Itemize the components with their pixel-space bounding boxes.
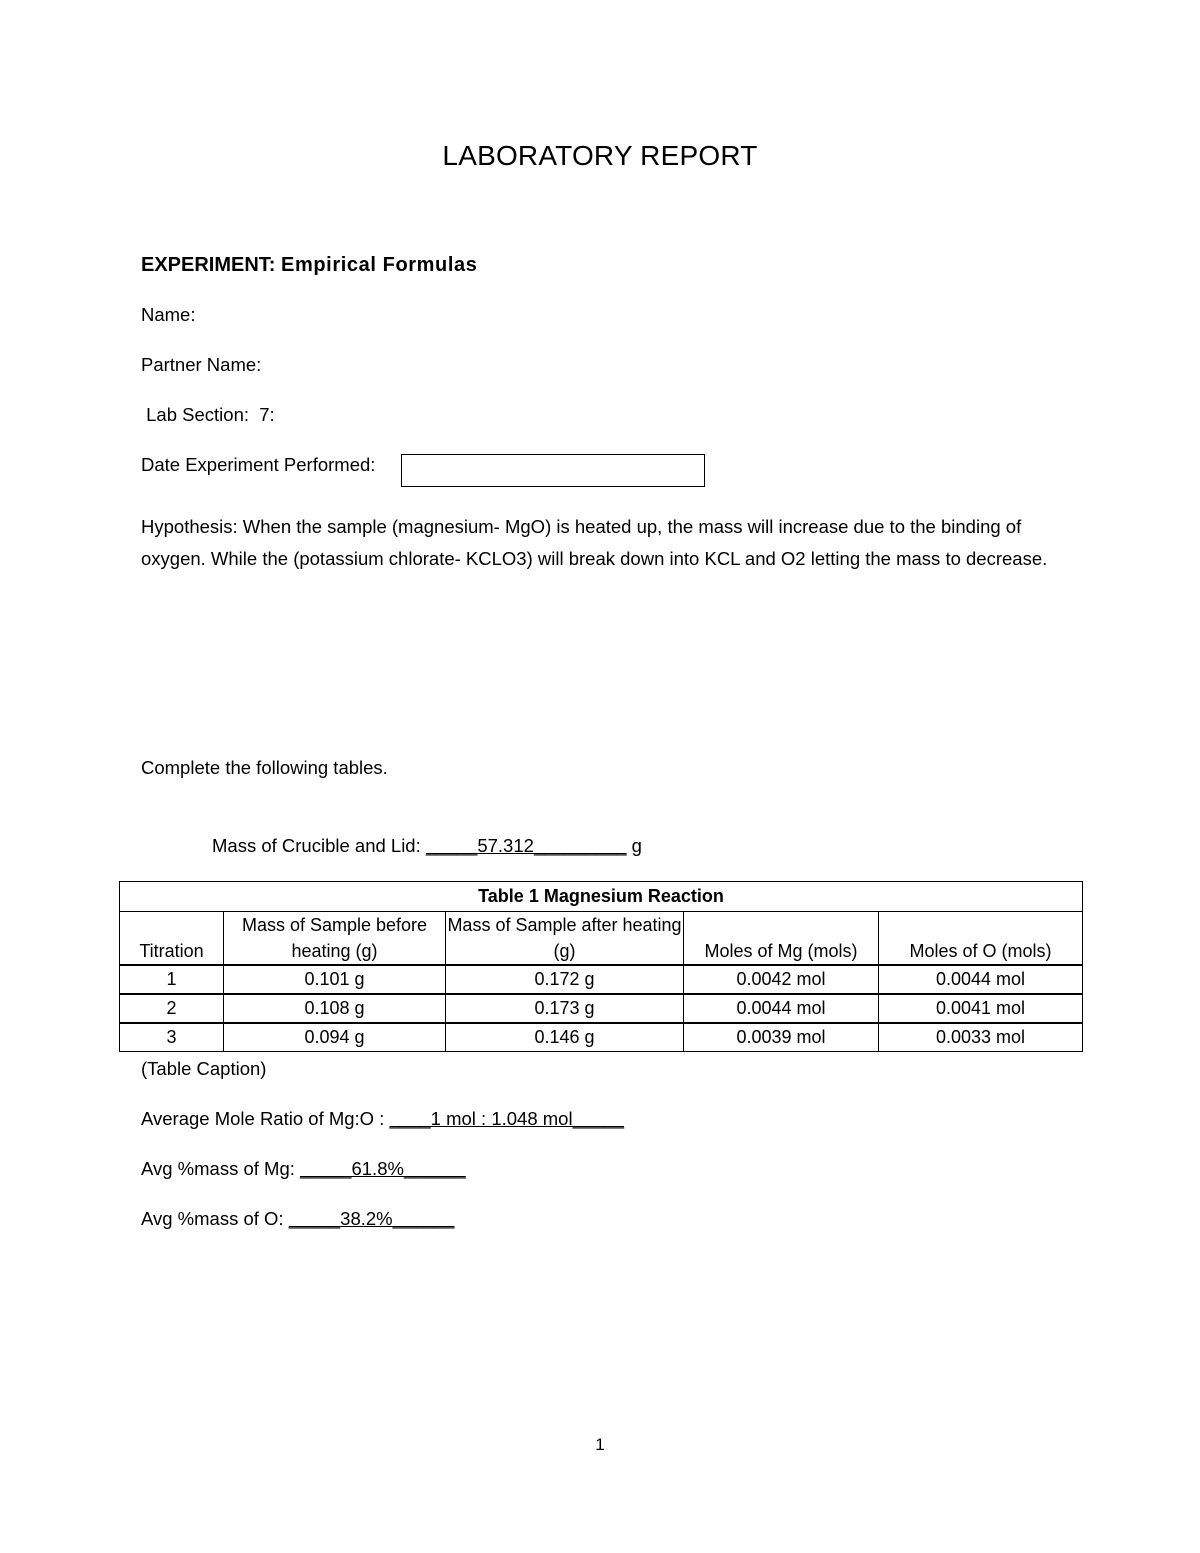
cell-moles-mg: 0.0042 mol [684,965,879,994]
cell-mass-after: 0.173 g [446,994,684,1023]
header-mass-before: Mass of Sample before heating (g) [224,912,446,966]
mole-ratio-line [141,1108,624,1130]
cell-mass-after: 0.146 g [446,1023,684,1052]
table-row [120,994,1083,1023]
name-field-label: Name: [141,304,196,325]
cell-moles-o: 0.0044 mol [879,965,1083,994]
mass-o-blank-post: ______ [392,1208,455,1229]
mass-o-label: Avg %mass of O: [141,1208,289,1229]
cell-mass-after: 0.172 g [446,965,684,994]
mass-mg-label: Avg %mass of Mg: [141,1158,301,1179]
crucible-blank-pre: _____ [425,835,478,856]
cell-mass-before: 0.101 g [224,965,446,994]
table-row [120,965,1083,994]
crucible-mass-line [212,835,642,857]
header-moles-mg: Moles of Mg (mols) [684,912,879,966]
date-performed-label: Date Experiment Performed: [141,454,376,475]
mass-mg-blank-post: ______ [403,1158,466,1179]
mole-ratio-blank-pre: ____ [389,1108,431,1129]
experiment-label: EXPERIMENT: [141,254,276,276]
table-footnote: (Table Caption) [141,1058,267,1079]
table-caption-row [120,882,1083,912]
table-header-row [120,912,1083,966]
mass-o-blank-pre: _____ [288,1208,341,1229]
hypothesis-text: Hypothesis: When the sample (magnesium- MgO) is heated up, the mass will increase due to the binding of oxygen. While the (potassium chlorate- KCLO3) will break down into KCL and O2 letting the mass to decrease. [141,516,1048,569]
partner-name-label: Partner Name: [141,354,262,375]
cell-mass-before: 0.108 g [224,994,446,1023]
mass-o-value: 38.2% [340,1208,393,1229]
lab-section-label: Lab Section: 7: [141,404,275,425]
cell-titration: 3 [120,1023,224,1052]
crucible-blank-post: _________ [533,835,627,856]
cell-titration: 2 [120,994,224,1023]
cell-mass-before: 0.094 g [224,1023,446,1052]
mole-ratio-blank-post: _____ [572,1108,625,1129]
page-number: 1 [595,1435,605,1454]
experiment-heading [141,254,477,277]
magnesium-reaction-table [119,881,1083,1052]
header-mass-after: Mass of Sample after heating (g) [446,912,684,966]
cell-moles-o: 0.0033 mol [879,1023,1083,1052]
mole-ratio-value: 1 mol : 1.048 mol [430,1108,573,1129]
cell-titration: 1 [120,965,224,994]
crucible-mass-unit: g [626,835,642,856]
table-caption: Table 1 Magnesium Reaction [120,882,1083,912]
cell-moles-mg: 0.0039 mol [684,1023,879,1052]
mass-o-line [141,1208,454,1230]
crucible-mass-value: 57.312 [477,835,534,856]
table-row [120,1023,1083,1052]
date-performed-field[interactable] [401,454,705,487]
mass-mg-value: 61.8% [351,1158,404,1179]
experiment-value: Empirical Formulas [281,254,478,276]
instructions-text: Complete the following tables. [141,757,388,778]
cell-moles-o: 0.0041 mol [879,994,1083,1023]
header-moles-o: Moles of O (mols) [879,912,1083,966]
header-titration: Titration [120,912,224,966]
crucible-mass-label: Mass of Crucible and Lid: [212,835,426,856]
report-title: LABORATORY REPORT [442,140,758,171]
mole-ratio-label: Average Mole Ratio of Mg:O : [141,1108,390,1129]
mass-mg-line [141,1158,466,1180]
mass-mg-blank-pre: _____ [300,1158,352,1179]
cell-moles-mg: 0.0044 mol [684,994,879,1023]
